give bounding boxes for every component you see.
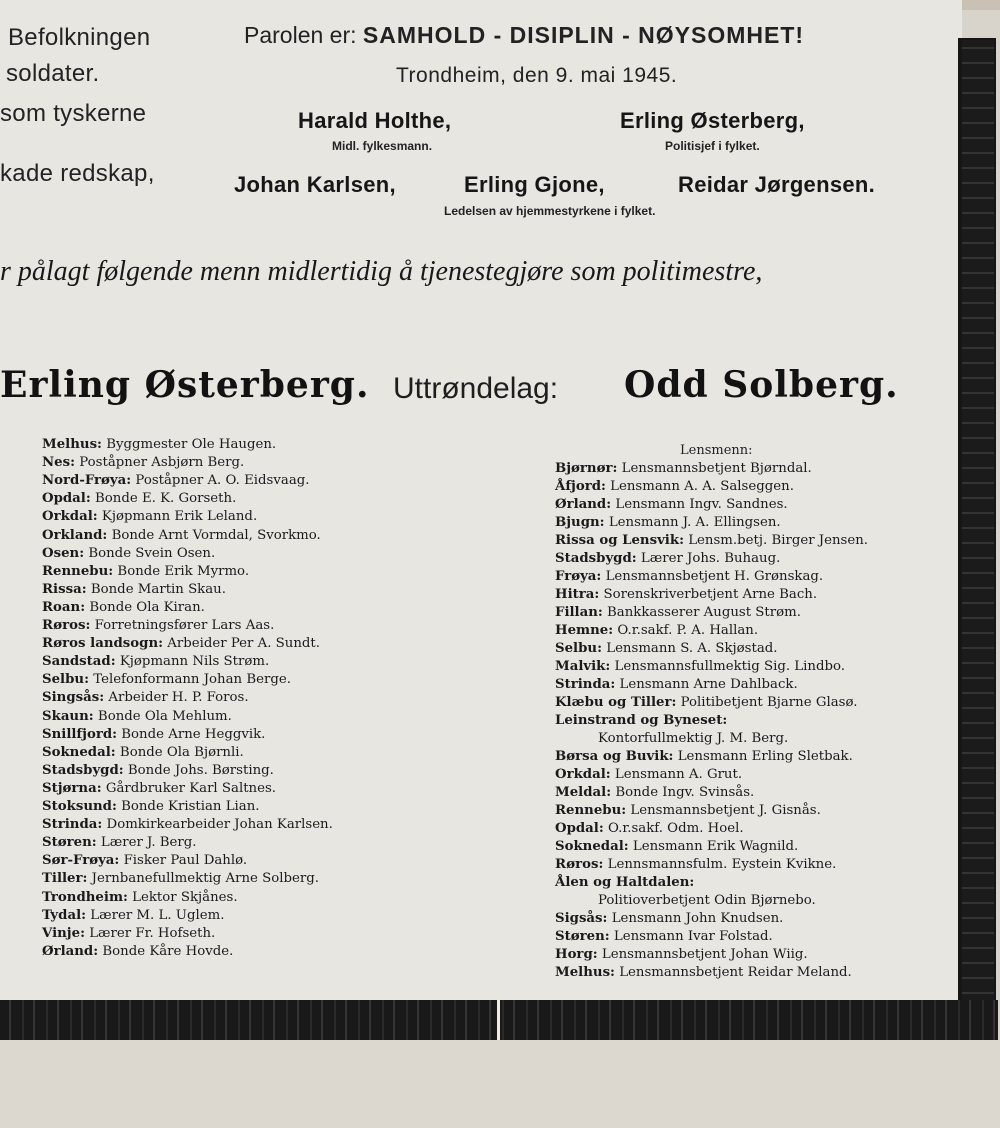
list-item-person: Arbeider Per A. Sundt. [167,636,320,652]
list-item-person: Lensmann Arne Dahlback. [619,677,798,692]
list-item-place: Stadsbygd: [555,551,637,566]
signatory-name: Johan Karlsen, [234,172,396,197]
list-item-place: Vinje: [42,925,85,941]
list-item-person: Lærer Johs. Buhaug. [640,551,781,566]
list-item [555,749,853,764]
list-item-place: Roan: [42,599,86,615]
list-item-person: Lensmann Erling Sletbak. [677,749,853,764]
list-item [598,731,788,746]
list-item-person: O.r.sakf. Odm. Hoel. [608,821,744,836]
list-item [555,713,727,728]
region-heading: Uttrøndelag: [393,372,559,405]
background-table [0,1040,1000,1128]
list-item-place: Skaun: [42,708,94,724]
list-item [42,709,232,724]
list-item-person: Bonde Ola Kiran. [89,599,205,615]
list-item-place: Røros: [42,618,91,633]
list-item-person: Lensmann John Knudsen. [611,911,784,926]
list-item-place: Åfjord: [555,479,606,494]
list-item [555,569,823,584]
parole-prefix: Parolen er: [244,22,357,48]
list-item-person: Telefonformann Johan Berge. [93,672,291,688]
list-item [42,582,226,597]
list-item-person: Bonde E. K. Gorseth. [95,491,237,507]
list-item-person: Lærer J. Berg. [100,835,197,851]
list-item-place: Bjørnør: [555,461,618,476]
list-item-person: Lensmannsbetjent H. Grønskag. [605,569,824,584]
list-item-place: Orkland: [42,527,108,543]
list-item-place: Ålen og Haltdalen: [555,875,695,890]
list-item-person: Bonde Kristian Lian. [121,799,260,814]
list-item [42,835,197,850]
list-item-person: Lensmannsfullmektig Sig. Lindbo. [614,659,845,674]
list-item-person: Jernbanefullmektig Arne Solberg. [91,871,319,887]
left-fragment: soldater. [6,60,100,87]
list-item [42,745,244,760]
list-item-place: Melhus: [42,437,102,452]
list-item [555,605,801,620]
list-item-person: Bonde Arnt Vormdal, Svorkmo. [111,527,321,543]
left-fragment: kade redskap, [0,160,155,187]
list-item [555,533,868,548]
list-item [555,803,821,818]
list-item-place: Hitra: [555,587,600,602]
list-item [555,677,798,692]
list-item-person: Kontorfullmektig J. M. Berg. [598,731,789,746]
list-item-person: Lensmannsbetjent Bjørndal. [621,461,812,476]
list-item-place: Strinda: [42,817,103,833]
list-item-place: Tiller: [42,871,88,887]
list-item-person: Bonde Erik Myrmo. [117,563,250,579]
list-item-person: Bonde Arne Heggvik. [121,726,266,742]
list-item [555,821,744,836]
list-item-place: Soknedal: [42,744,116,760]
list-item [555,497,788,512]
list-item-place: Selbu: [555,641,602,656]
list-item [555,641,777,656]
list-item [42,781,276,796]
list-item-person: Lensmann S. A. Skjøstad. [606,641,778,656]
list-item [555,461,812,476]
list-item-place: Røros landsogn: [42,636,164,652]
list-item-person: Politioverbetjent Odin Bjørnebo. [598,893,816,908]
list-item-place: Stoksund: [42,799,117,814]
list-item-person: Lensm.betj. Birger Jensen. [688,533,869,548]
list-item [42,871,319,886]
signatory-name: Harald Holthe, [298,108,452,133]
list-item [555,785,754,800]
list-item [555,659,845,674]
list-item-place: Klæbu og Tiller: [555,695,677,710]
list-item-place: Røros: [555,857,604,872]
list-item-person: Poståpner Asbjørn Berg. [79,455,245,471]
list-item-person: Kjøpmann Erik Leland. [101,509,258,525]
list-item-place: Soknedal: [555,839,629,854]
list-item-place: Tydal: [42,907,87,923]
list-item-place: Sandstad: [42,654,116,670]
list-item-person: Fisker Paul Dahlø. [123,853,248,869]
list-item [555,551,780,566]
list-item-person: Lektor Skjånes. [132,889,238,905]
signatory-name: Erling Gjone, [464,172,605,197]
list-item-person: Bonde Martin Skau. [90,581,226,597]
list-item [42,528,321,543]
list-item [42,926,215,941]
list-item-person: Lennsmannsfulm. Eystein Kvikne. [607,857,837,872]
list-item-place: Malvik: [555,659,611,674]
list-item [42,817,333,832]
list-item-place: Trondheim: [42,889,128,905]
list-item-person: Lensmann Ivar Folstad. [613,929,773,944]
list-item-person: Byggmester Ole Haugen. [106,437,277,452]
signatory-name: Erling Østerberg, [620,108,805,133]
list-item-person: Bonde Ola Bjørnli. [119,744,244,760]
list-item-place: Ørland: [42,943,99,959]
list-item [42,727,265,742]
signatory-title: Politisjef i fylket. [665,139,760,153]
lensmenn-heading: Lensmenn: [680,443,753,458]
list-item-place: Bjugn: [555,515,605,530]
list-item-person: Lærer M. L. Uglem. [90,907,225,923]
list-item-place: Melhus: [555,965,615,980]
list-item [42,600,205,615]
list-item [42,437,276,452]
list-item-place: Stjørna: [42,780,102,796]
left-fragment: Befolkningen [8,24,151,51]
parole-line [244,22,804,49]
region-chief-name: Odd Solberg. [624,364,899,406]
list-item [42,890,238,905]
list-item-place: Orkdal: [42,509,98,525]
list-item-person: Bonde Ingv. Svinsås. [615,785,755,800]
list-item [42,654,269,669]
list-item [555,911,783,926]
list-item-place: Rennebu: [42,563,114,579]
list-item-person: Bonde Johs. Børsting. [127,762,274,778]
list-item-person: Lensmannsbetjent Johan Wiig. [601,947,808,962]
appointment-statement: r pålagt følgende menn midlertidig å tjenestegjøre som politimestre, [0,256,763,287]
list-item [555,839,798,854]
list-item-place: Nes: [42,455,76,471]
list-item-person: Bonde Ola Mehlum. [97,708,232,724]
list-item [42,799,260,814]
list-item-place: Frøya: [555,569,602,584]
list-item-person: Lærer Fr. Hofseth. [89,925,216,941]
list-item-place: Støren: [42,835,97,851]
list-item-person: Gårdbruker Karl Saltnes. [105,780,277,796]
left-fragment: som tyskerne [0,100,147,127]
list-item-place: Hemne: [555,623,614,638]
list-item [42,491,236,506]
list-item-person: Lensmann A. Grut. [614,767,743,782]
signatory-group-title: Ledelsen av hjemmestyrkene i fylket. [444,204,656,218]
list-item-place: Osen: [42,545,85,561]
list-item [555,875,694,890]
list-item-person: Lensmannsbetjent Reidar Meland. [619,965,852,980]
list-item-place: Opdal: [555,821,604,836]
list-item [555,965,852,980]
list-item-person: Lensmannsbetjent J. Gisnås. [630,803,821,818]
dateline: Trondheim, den 9. mai 1945. [396,64,678,87]
list-item [555,515,781,530]
list-item [42,455,244,470]
list-item [42,908,224,923]
parole-slogan: SAMHOLD - DISIPLIN - NØYSOMHET! [362,22,805,48]
list-item-person: Lensmann A. A. Salseggen. [610,479,794,494]
list-item-person: Bonde Kåre Hovde. [102,943,234,959]
print-border-right-texture [962,40,994,1035]
list-item-place: Meldal: [555,785,612,800]
list-item [555,857,836,872]
list-item-place: Rissa og Lensvik: [555,533,684,548]
list-item-person: Poståpner A. O. Eidsvaag. [135,473,310,489]
signatory-name: Reidar Jørgensen. [678,172,876,197]
list-item-place: Snillfjord: [42,726,118,742]
list-item-place: Fillan: [555,605,603,620]
signatory-title: Midl. fylkesmann. [332,139,433,153]
list-item-place: Selbu: [42,672,89,688]
list-item-person: Forretningsfører Lars Aas. [94,618,275,633]
list-item-person: Sorenskriverbetjent Arne Bach. [603,587,818,602]
list-item [555,767,742,782]
list-item [42,763,274,778]
region-chief-name: Erling Østerberg. [0,364,370,406]
list-item-place: Støren: [555,929,610,944]
list-item-place: Orkdal: [555,767,611,782]
list-item-place: Sør-Frøya: [42,853,120,869]
list-item-place: Ørland: [555,497,612,512]
list-item-person: O.r.sakf. P. A. Hallan. [617,623,759,638]
list-item [42,546,215,561]
fold-line [497,1000,500,1040]
list-item-place: Strinda: [555,677,616,692]
list-item-place: Singsås: [42,690,105,706]
list-item [42,690,249,705]
list-item-place: Sigsås: [555,911,608,926]
list-item [42,473,310,488]
list-item [555,695,857,710]
list-item [42,509,257,524]
list-item-place: Nord-Frøya: [42,473,132,489]
list-item [42,672,291,687]
list-item-place: Rissa: [42,581,87,597]
list-item-person: Bonde Svein Osen. [88,545,216,561]
list-item [555,929,773,944]
list-item-place: Horg: [555,947,598,962]
list-item [42,853,247,868]
list-item [42,636,320,651]
list-item-person: Arbeider H. P. Foros. [108,690,249,706]
list-item-place: Stadsbygd: [42,762,124,778]
list-item-place: Leinstrand og Byneset: [555,713,728,728]
list-item-place: Rennebu: [555,803,627,818]
list-item-person: Lensmann Ingv. Sandnes. [615,497,788,512]
list-item-person: Bankkasserer August Strøm. [607,605,801,620]
list-item-person: Lensmann J. A. Ellingsen. [608,515,781,530]
list-item-place: Opdal: [42,491,91,507]
list-item [555,947,808,962]
list-item [555,479,794,494]
list-item-person: Kjøpmann Nils Strøm. [119,654,270,670]
list-item [555,623,758,638]
list-item-place: Børsa og Buvik: [555,749,674,764]
list-item [42,618,274,633]
list-item-person: Lensmann Erik Wagnild. [632,839,799,854]
list-item-person: Politibetjent Bjarne Glasø. [680,695,858,710]
list-item [555,587,817,602]
list-item [42,564,249,579]
list-item-person: Domkirkearbeider Johan Karlsen. [106,817,333,833]
list-item [598,893,816,908]
list-item [42,944,233,959]
